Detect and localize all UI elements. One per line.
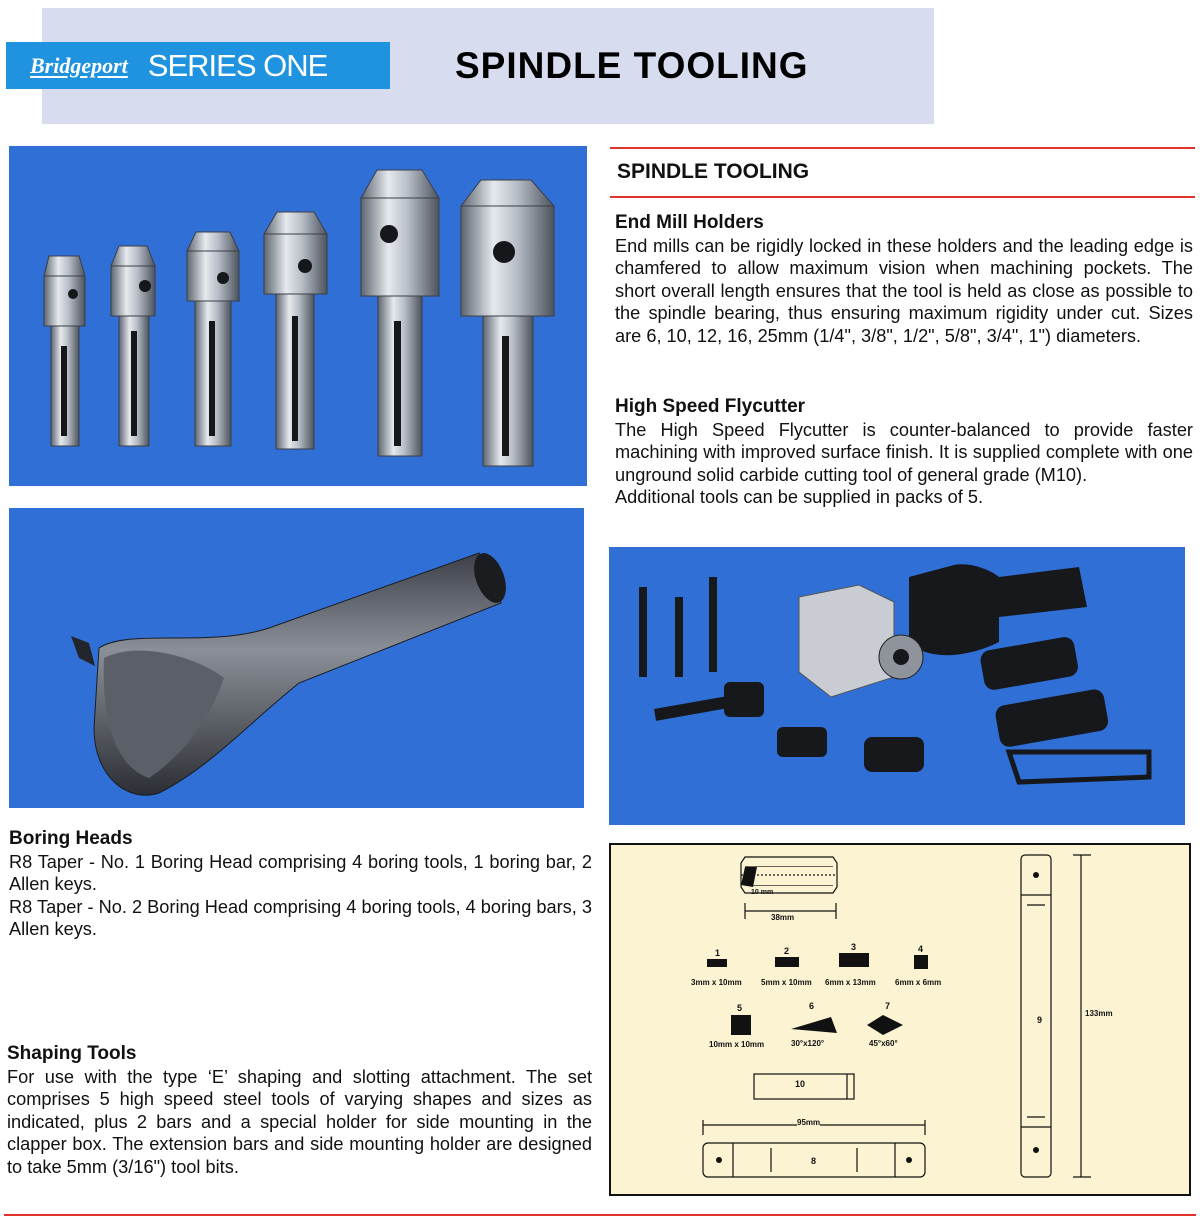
tool-4-label: 6mm x 6mm: [895, 978, 942, 987]
end-mill-holders-section: [615, 212, 1193, 348]
dim-10mm: 10 mm: [751, 889, 774, 896]
flycutter-photo: [609, 547, 1185, 825]
tool-4-num: 4: [918, 944, 924, 954]
end-mill-holders-photo: [9, 146, 587, 486]
boring-heads-line-1: R8 Taper - No. 1 Boring Head comprising 4 boring tools, 1 boring bar, 2 Allen keys.: [9, 851, 592, 895]
flycutter-text: The High Speed Flycutter is counter-balanced to provide faster machining with improved surface finish. It is supplied complete with one unground solid carbide cutting tool of general grade (M10).: [615, 419, 1193, 485]
tool-5-label: 10mm x 10mm: [709, 1040, 765, 1049]
boring-heads-heading: Boring Heads: [9, 828, 133, 849]
boring-heads-line-2: R8 Taper - No. 2 Boring Head comprising 4 boring tools, 4 boring bars, 3 Allen keys.: [9, 896, 592, 940]
part-10-label: 10: [795, 1079, 806, 1089]
series-label: SERIES ONE: [147, 47, 328, 83]
tool-1-num: 1: [715, 948, 721, 958]
shaping-tools-heading: Shaping Tools: [7, 1043, 137, 1064]
section-title: SPINDLE TOOLING: [617, 160, 810, 183]
bottom-rule: [4, 1214, 1196, 1216]
tool-2-num: 2: [784, 946, 790, 956]
tool-3-label: 6mm x 13mm: [825, 978, 876, 987]
dim-133mm: 133mm: [1085, 1009, 1113, 1018]
page-title: SPINDLE TOOLING: [455, 45, 809, 86]
part-8-label: 8: [811, 1156, 817, 1166]
tool-7-num: 7: [885, 1001, 891, 1011]
flycutter-section: [615, 396, 1193, 509]
flycutter-heading: High Speed Flycutter: [615, 396, 806, 417]
end-mill-holders-text: End mills can be rigidly locked in these holders and the leading edge is chamfered to allow maximum vision when machining pockets. The short overall length ensures that the tool is held as close as possible to the spindle bearing, thus ensuring maximum rigidity under cut. Sizes are 6, 10, 12, 16, 25mm (1/4", 3/8", 1/2", 5/8", 3/4", 1") diameters.: [615, 235, 1193, 346]
boring-heads-section: [9, 828, 592, 941]
tool-3-num: 3: [851, 942, 857, 952]
shaping-tools-section: [7, 1043, 592, 1179]
tool-7-label: 45°x60°: [869, 1039, 898, 1048]
tool-6-label: 30°x120°: [791, 1039, 825, 1048]
section-rule-top: [610, 147, 1195, 149]
end-mill-holders-heading: End Mill Holders: [615, 212, 764, 233]
shaping-tools-text: For use with the type ‘E’ shaping and slotting attachment. The set comprises 5 high speed steel tools of varying shapes and sizes as indicated, plus 2 bars and a special holder for side mounting in the clapper box. The extension bars and side mounting holder are designed to take 5mm (3/16") tool bits.: [7, 1066, 592, 1177]
boring-head-photo: [9, 508, 584, 808]
dim-95mm: 95mm: [797, 1118, 821, 1127]
brand-block: [6, 42, 390, 89]
tool-1-label: 3mm x 10mm: [691, 978, 742, 987]
flycutter-text-2: Additional tools can be supplied in packs of 5.: [615, 487, 984, 508]
dim-38mm: 38mm: [771, 913, 795, 922]
brand-logo: Bridgeport: [30, 52, 128, 78]
shaping-tools-diagram: [609, 843, 1191, 1196]
tool-5-num: 5: [737, 1003, 743, 1013]
tool-6-num: 6: [809, 1001, 815, 1011]
part-9-label: 9: [1037, 1015, 1043, 1025]
tool-2-label: 5mm x 10mm: [761, 978, 812, 987]
section-rule-bottom: [610, 196, 1195, 198]
